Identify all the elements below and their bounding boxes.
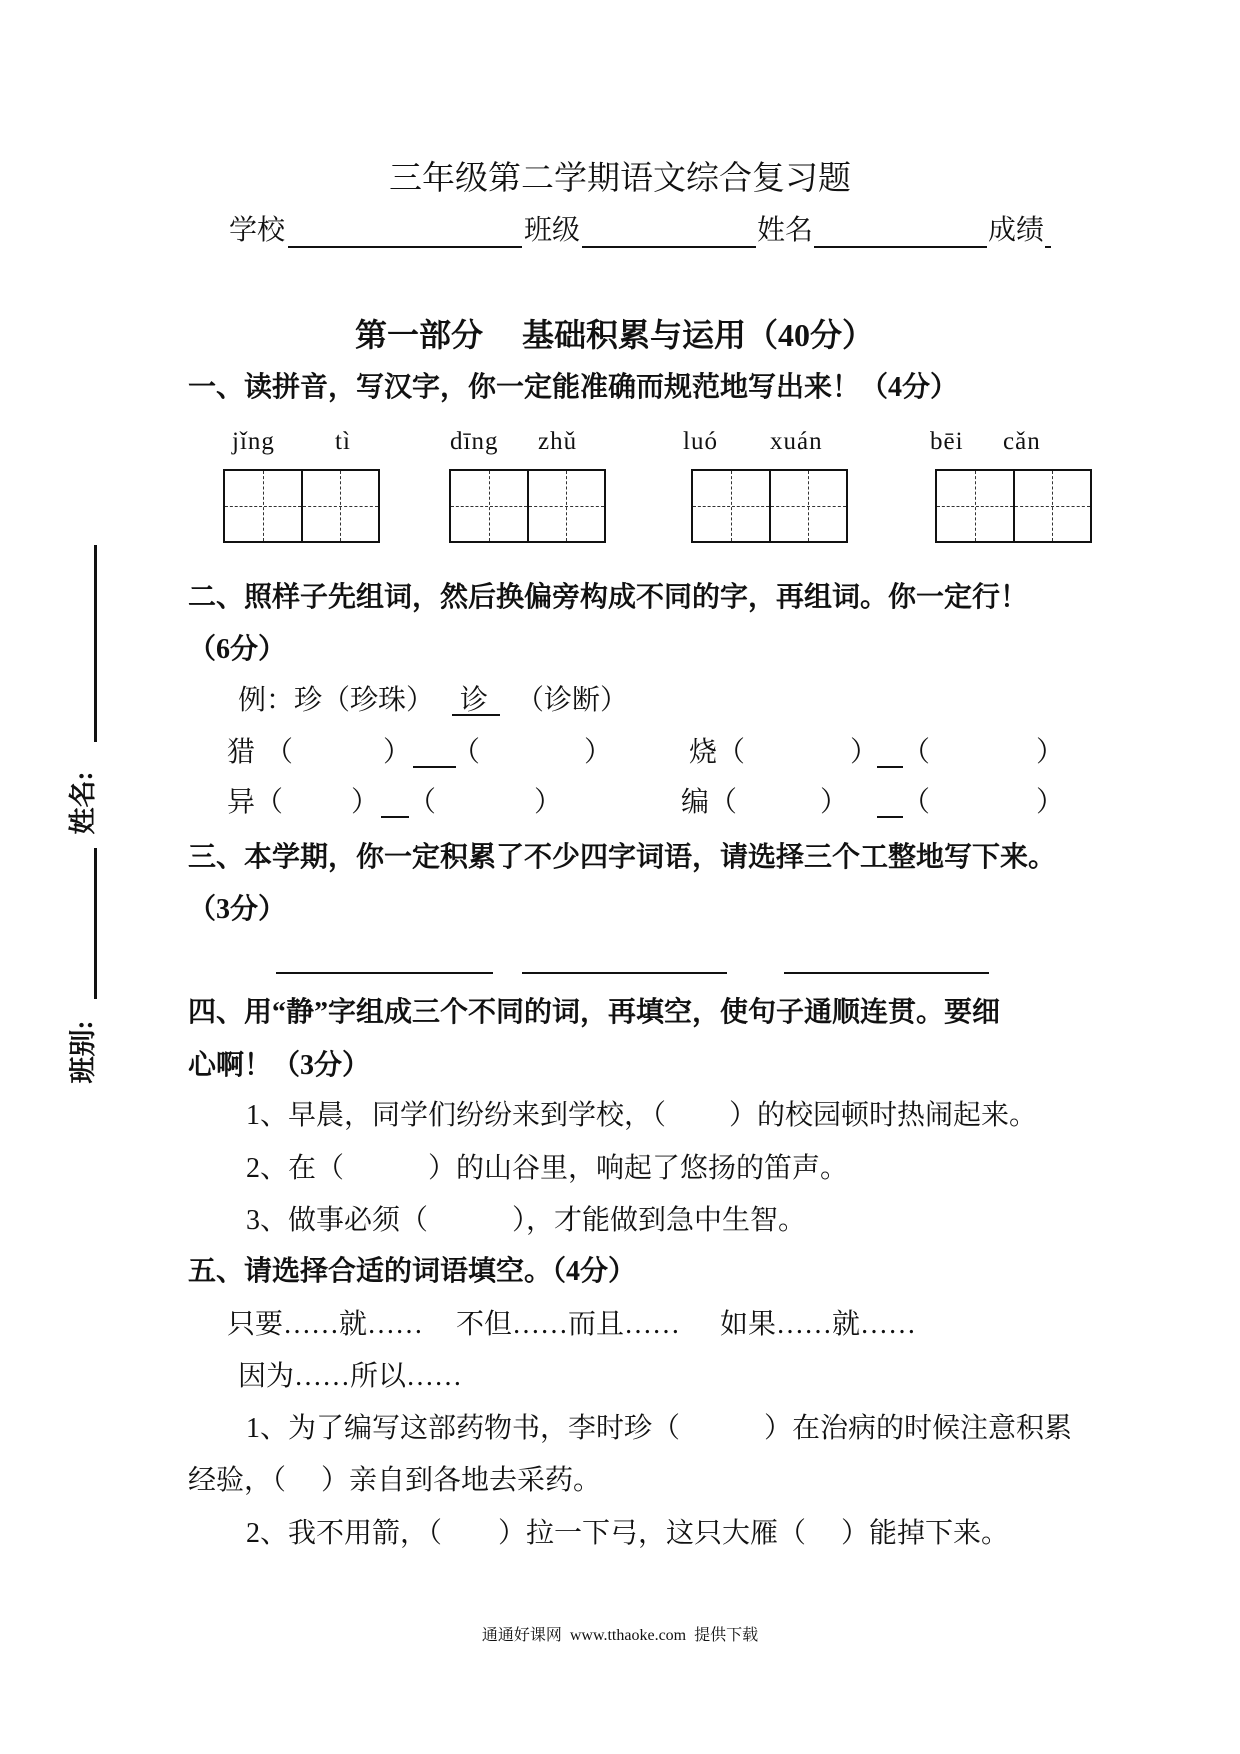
conjunction-option: 如果……就…… [720, 1309, 917, 1340]
q2-score: （6分） [188, 634, 287, 665]
part1-label: 第一部分 [355, 317, 484, 353]
paren-open: （ [902, 737, 931, 768]
q5-sentence: 1、为了编写这部药物书，李时珍（ ）在治病的时候注意积累 [246, 1413, 1073, 1444]
base-char: 异 [227, 787, 256, 818]
score-label: 成绩 [988, 215, 1045, 246]
pinyin-syllable: xuán [770, 428, 823, 455]
tianzige-cell [693, 471, 769, 541]
school-blank [288, 246, 522, 248]
paren-close: ） [820, 787, 849, 818]
score-blank [1045, 246, 1051, 248]
pinyin-syllable: cǎn [1003, 428, 1041, 455]
tianzige-cell [225, 471, 301, 541]
pinyin-syllable: tì [335, 428, 351, 455]
margin-class-label: 班别: [68, 1020, 98, 1084]
example-answer-underline [452, 714, 500, 716]
paren-open: （ [709, 787, 738, 818]
answer-blank [381, 816, 409, 818]
q4-prompt: 四、用“静”字组成三个不同的词，再填空，使句子通顺连贯。要细 [188, 997, 1001, 1028]
answer-blank [877, 766, 903, 768]
conjunction-option: 因为……所以…… [238, 1361, 463, 1392]
q3-score: （3分） [188, 894, 287, 925]
school-label: 学校 [229, 215, 286, 246]
class-label: 班级 [524, 215, 581, 246]
guide-line-horizontal [303, 506, 379, 507]
q4-sentence: 2、在（ ）的山谷里，响起了悠扬的笛声。 [246, 1153, 849, 1184]
tianzige-cell [1013, 471, 1091, 541]
pinyin-syllable: zhǔ [538, 428, 578, 455]
q5-prompt: 五、请选择合适的词语填空。（4分） [188, 1256, 637, 1287]
margin-name-label: 姓名: [68, 771, 98, 835]
guide-line-horizontal [529, 506, 605, 507]
paren-open: （ [255, 787, 284, 818]
tianzige-cell [769, 471, 847, 541]
answer-line [276, 972, 493, 974]
example-answer-word: （诊断） [516, 685, 629, 716]
tianzige-pair [223, 469, 380, 543]
pinyin-syllable: jǐng [232, 428, 275, 455]
margin-name-line [94, 545, 97, 742]
answer-blank [877, 816, 903, 818]
tianzige-cell [937, 471, 1013, 541]
answer-line [784, 972, 989, 974]
part1-title: 基础积累与运用（40分） [522, 317, 875, 353]
paren-close: ） [1036, 787, 1065, 818]
name-blank [814, 246, 987, 248]
guide-line-horizontal [771, 506, 847, 507]
margin-class-line [94, 848, 97, 999]
q4-prompt-cont: 心啊！（3分） [188, 1050, 371, 1081]
tianzige-cell [301, 471, 379, 541]
paren-open: （ [902, 787, 931, 818]
answer-line [522, 972, 727, 974]
q2-prompt: 二、照样子先组词，然后换偏旁构成不同的字，再组词。你一定行！ [188, 582, 1029, 613]
base-char: 编 [681, 787, 710, 818]
q4-sentence: 3、做事必须（ ），才能做到急中生智。 [246, 1205, 807, 1236]
footer-source: 通通好课网 www.tthaoke.com 提供下载 [481, 1627, 759, 1644]
page-title: 三年级第二学期语文综合复习题 [389, 161, 851, 197]
answer-blank [413, 766, 456, 768]
guide-line-horizontal [1015, 506, 1091, 507]
paren-close: ） [383, 737, 412, 768]
tianzige-cell [451, 471, 527, 541]
example-lead: 例：珍（珍珠） [238, 685, 435, 716]
class-blank [582, 246, 756, 248]
conjunction-option: 不但……而且…… [456, 1309, 681, 1340]
pinyin-syllable: bēi [930, 428, 964, 455]
q4-sentence: 1、早晨，同学们纷纷来到学校，（ ）的校园顿时热闹起来。 [246, 1100, 1038, 1131]
q5-sentence-cont: 经验，（ ）亲自到各地去采药。 [188, 1465, 602, 1496]
paren-close: ） [534, 787, 563, 818]
tianzige-pair [691, 469, 848, 543]
guide-line-horizontal [225, 506, 301, 507]
base-char: 烧 [689, 737, 718, 768]
paren-close: ） [584, 737, 613, 768]
tianzige-pair [449, 469, 606, 543]
q1-prompt: 一、读拼音，写汉字，你一定能准确而规范地写出来！（4分） [188, 372, 959, 403]
paren-open: （ [408, 787, 437, 818]
paren-open: （ [265, 737, 294, 768]
name-label: 姓名 [757, 215, 814, 246]
guide-line-horizontal [693, 506, 769, 507]
pinyin-syllable: dīng [450, 428, 499, 455]
paren-close: ） [850, 737, 879, 768]
base-char: 猎 [227, 737, 256, 768]
guide-line-horizontal [451, 506, 527, 507]
pinyin-syllable: luó [683, 428, 718, 455]
paren-close: ） [351, 787, 380, 818]
conjunction-option: 只要……就…… [227, 1309, 424, 1340]
tianzige-cell [527, 471, 605, 541]
q3-prompt: 三、本学期，你一定积累了不少四字词语，请选择三个工整地写下来。 [188, 842, 1057, 873]
paren-close: ） [1036, 737, 1065, 768]
example-answer: 诊 [460, 685, 489, 716]
q5-sentence: 2、我不用箭，（ ）拉一下弓，这只大雁（ ）能掉下来。 [246, 1518, 1010, 1549]
paren-open: （ [717, 737, 746, 768]
paren-open: （ [452, 737, 481, 768]
tianzige-pair [935, 469, 1092, 543]
guide-line-horizontal [937, 506, 1013, 507]
